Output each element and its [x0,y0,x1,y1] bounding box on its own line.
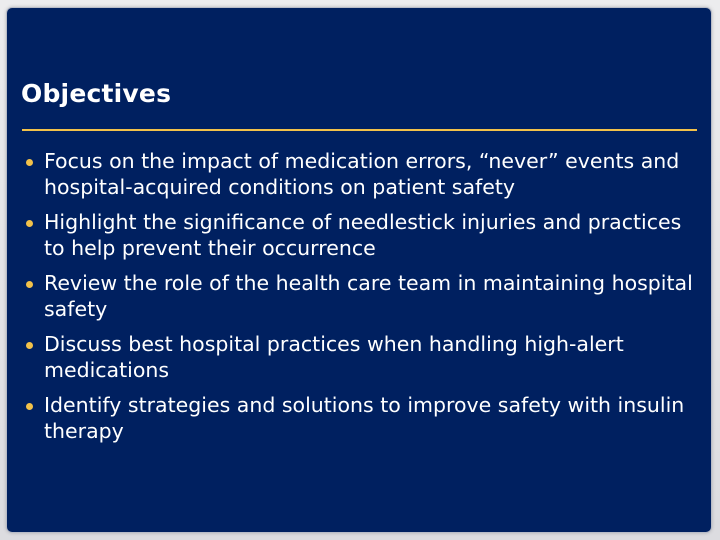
objective-text: Review the role of the health care team in maintaining hospital safety [44,271,693,321]
objectives-list [22,148,702,453]
title-divider [22,129,697,131]
bullet-dot-icon [26,220,33,227]
objective-text: Identify strategies and solutions to improve safety with insulin therapy [44,393,685,443]
objective-item [22,270,702,322]
bullet-dot-icon [26,281,33,288]
objective-item [22,331,702,383]
objective-text: Highlight the significance of needlestick injuries and practices to help prevent their occurrence [44,210,682,260]
slide [7,8,711,532]
objective-text: Discuss best hospital practices when handling high-alert medications [44,332,624,382]
slide-title: Objectives [21,79,172,108]
objective-text: Focus on the impact of medication errors, “never” events and hospital-acquired conditions on patient safety [44,149,680,199]
bullet-dot-icon [26,342,33,349]
bullet-dot-icon [26,403,33,410]
bullet-dot-icon [26,159,33,166]
objective-item [22,209,702,261]
objective-item [22,392,702,444]
objective-item [22,148,702,200]
